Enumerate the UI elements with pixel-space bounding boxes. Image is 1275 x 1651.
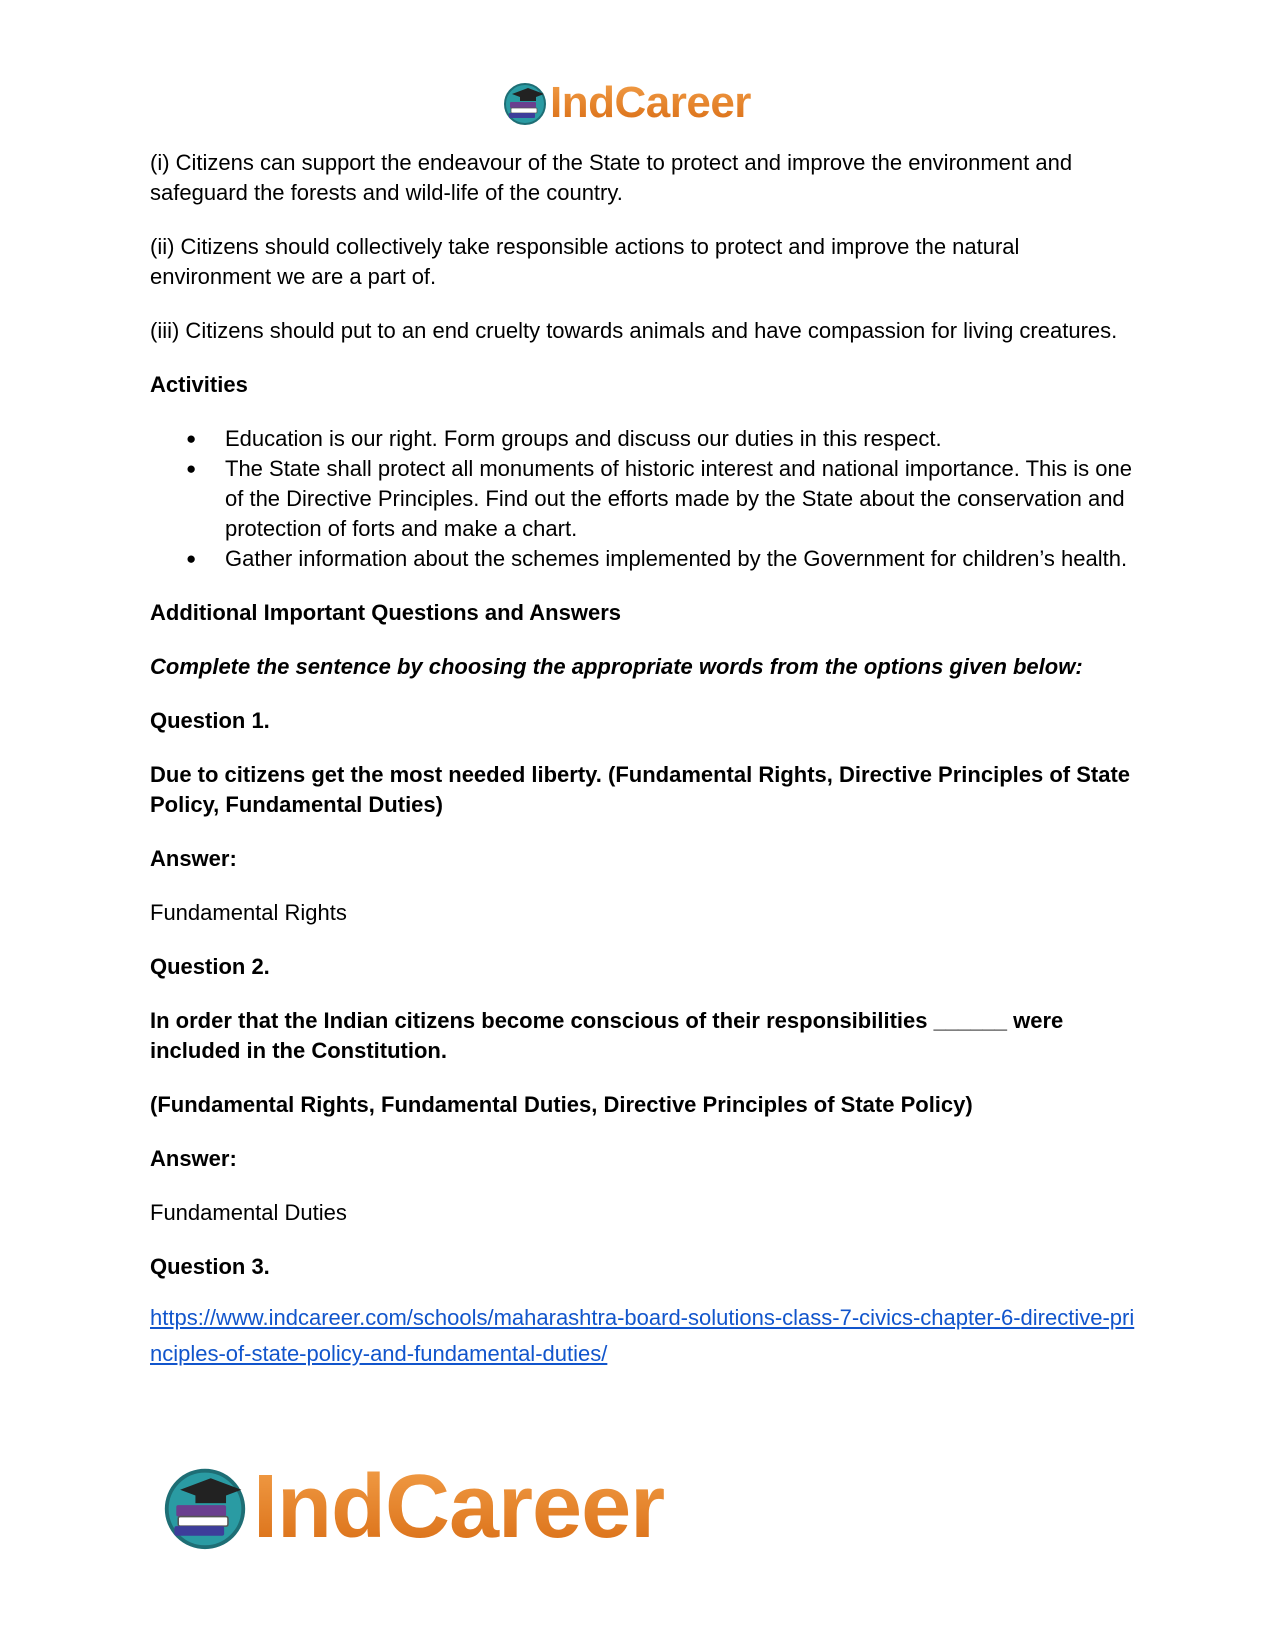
graduation-globe-icon bbox=[502, 80, 548, 126]
graduation-globe-icon bbox=[161, 1463, 249, 1551]
answer-2-label: Answer: bbox=[150, 1146, 237, 1171]
question-1-text: Due to citizens get the most needed liberty. (Fundamental Rights, Directive Principles of State Policy, Fundamental Duties) bbox=[150, 762, 1130, 817]
answer-1-text: Fundamental Rights bbox=[150, 900, 347, 925]
list-item: ● Gather information about the schemes implemented by the Government for children’s health. bbox=[225, 544, 1140, 574]
logo-wordmark: IndCareer bbox=[550, 78, 751, 127]
question-1-label: Question 1. bbox=[150, 708, 270, 733]
activities-heading: Activities bbox=[150, 372, 248, 397]
answer-2-text: Fundamental Duties bbox=[150, 1200, 347, 1225]
answer-1-label: Answer: bbox=[150, 846, 237, 871]
instruction-text: Complete the sentence by choosing the appropriate words from the options given below: bbox=[150, 654, 1083, 679]
question-2-text: In order that the Indian citizens become conscious of their responsibilities ______ were included in the Constitution. bbox=[150, 1008, 1064, 1063]
paragraph-ii: (ii) Citizens should collectively take responsible actions to protect and improve the natural environment we are a part of. bbox=[150, 234, 1020, 289]
question-3-label: Question 3. bbox=[150, 1254, 270, 1279]
indcareer-logo-footer bbox=[161, 1456, 665, 1557]
additional-questions-heading: Additional Important Questions and Answers bbox=[150, 600, 622, 625]
logo-wordmark: IndCareer bbox=[253, 1456, 665, 1557]
source-url-link[interactable]: https://www.indcareer.com/schools/maharashtra-board-solutions-class-7-civics-chapter-6-directive-principles-of-state-policy-and-fundamental-duties/ bbox=[150, 1305, 1135, 1366]
document-body bbox=[150, 148, 1140, 1372]
list-item: ● Education is our right. Form groups and discuss our duties in this respect. bbox=[225, 424, 1140, 454]
question-2-options: (Fundamental Rights, Fundamental Duties, Directive Principles of State Policy) bbox=[150, 1092, 973, 1117]
paragraph-i: (i) Citizens can support the endeavour of the State to protect and improve the environment and safeguard the forests and wild-life of the country. bbox=[150, 150, 1073, 205]
activities-list bbox=[150, 424, 1140, 574]
list-item: ● The State shall protect all monuments of historic interest and national importance. This is one of the Directive Principles. Find out the efforts made by the State about the conservation and protection of forts and make a chart. bbox=[225, 454, 1140, 544]
question-2-label: Question 2. bbox=[150, 954, 270, 979]
paragraph-iii: (iii) Citizens should put to an end cruelty towards animals and have compassion for living creatures. bbox=[150, 318, 1118, 343]
indcareer-logo-header bbox=[502, 80, 751, 126]
